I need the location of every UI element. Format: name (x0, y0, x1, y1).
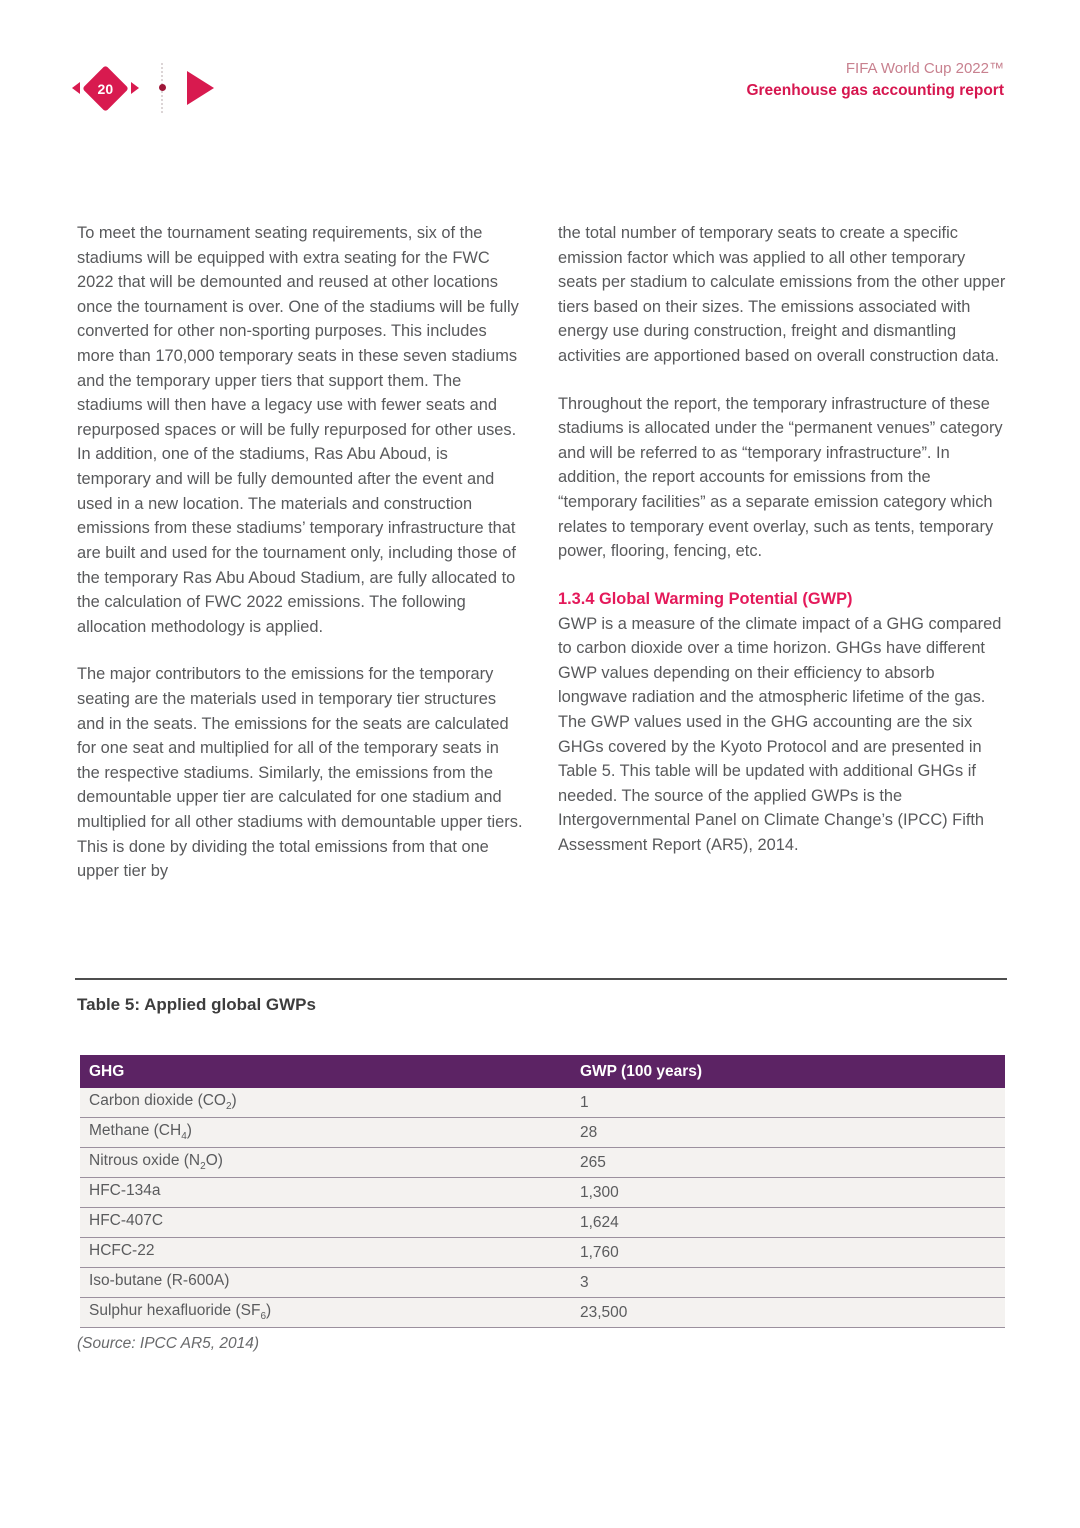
table-header-row (80, 1055, 1005, 1088)
page-number: 20 (97, 79, 114, 96)
divider-dot-icon (159, 84, 166, 91)
ghg-subscript: 2 (225, 1101, 232, 1113)
dotted-divider (161, 63, 165, 113)
ghg-cell (80, 1298, 571, 1328)
report-title: Greenhouse gas accounting report (746, 81, 1004, 99)
next-page-arrow-icon (131, 82, 139, 94)
ghg-name: HFC-134a (89, 1182, 161, 1200)
ghg-cell (80, 1208, 571, 1238)
report-brand (746, 60, 1004, 100)
body-columns (77, 221, 1007, 884)
ghg-name-post: ) (186, 1122, 192, 1140)
ghg-cell (80, 1148, 571, 1178)
ghg-cell (80, 1268, 571, 1298)
ghg-name: Carbon dioxide (CO (89, 1092, 226, 1110)
table-caption: Table 5: Applied global GWPs (77, 995, 316, 1014)
gwp-cell: 28 (571, 1118, 1005, 1148)
play-arrow-icon (187, 71, 214, 105)
paragraph: Throughout the report, the temporary infrastructure of these stadiums is allocated under the “permanent venues” category and will be referred to as “temporary infrastructure”. In addition, the report accounts for emissions from the “temporary facilities” as a separate emission category which relates to temporary event overlay, such as tents, temporary power, flooring, fencing, etc. (558, 394, 1003, 561)
ghg-cell (80, 1238, 571, 1268)
ghg-name: Methane (CH (89, 1122, 182, 1140)
prev-page-arrow-icon (72, 82, 80, 94)
section-divider-rule (75, 978, 1007, 980)
gwp-cell: 265 (571, 1148, 1005, 1178)
paragraph: the total number of temporary seats to create a specific emission factor which was applied to all other temporary seats per stadium to calculate emissions from the other upper tiers based on their sizes. The emissions associated with energy use during construction, freight and dismantling activities are apportioned based on overall construction data. (558, 224, 1006, 366)
gwp-cell: 3 (571, 1268, 1005, 1298)
column-header-ghg: GHG (80, 1055, 571, 1088)
gwp-cell: 1,760 (571, 1238, 1005, 1268)
ghg-cell (80, 1118, 571, 1148)
ghg-cell (80, 1088, 571, 1118)
ghg-subscript: 6 (260, 1311, 267, 1323)
table-row (80, 1118, 1005, 1148)
page-number-badge (82, 65, 129, 112)
brand-title: FIFA World Cup 2022™ (845, 60, 1004, 77)
section-heading: 1.3.4 Global Warming Potential (GWP) (558, 589, 853, 608)
table-row (80, 1298, 1005, 1328)
gwp-cell: 1,624 (571, 1208, 1005, 1238)
paragraph: The major contributors to the emissions for the temporary seating are the materials used in temporary tier structures and in the seats. The emissions for the seats are calculated for one seat and multiplied for all of the temporary seats in the respective stadiums. Similarly, the emissions from the demountable upper tier are calculated for one stadium and multiplied for all other stadiums with demountable upper tiers. This is done by dividing the total emissions from that one upper tier by (77, 665, 523, 881)
table-row (80, 1238, 1005, 1268)
ghg-cell (80, 1178, 571, 1208)
gwp-table (80, 1055, 1005, 1328)
ghg-name: Sulphur hexafluoride (SF (89, 1302, 261, 1320)
table-row (80, 1178, 1005, 1208)
ghg-name-post: ) (266, 1302, 272, 1320)
gwp-cell: 23,500 (571, 1298, 1005, 1328)
table-row (80, 1268, 1005, 1298)
ghg-name-post: ) (231, 1092, 237, 1110)
column-header-gwp: GWP (100 years) (571, 1055, 1005, 1088)
ghg-name: HCFC-22 (89, 1242, 155, 1260)
ghg-name-post: O) (205, 1152, 223, 1170)
ghg-subscript: 4 (181, 1131, 187, 1143)
table-row (80, 1148, 1005, 1178)
page-navigation (72, 62, 214, 114)
gwp-cell: 1 (571, 1088, 1005, 1118)
ghg-name: HFC-407C (89, 1212, 164, 1230)
table-row (80, 1208, 1005, 1238)
table-source-note: (Source: IPCC AR5, 2014) (77, 1335, 260, 1352)
right-column (558, 221, 1007, 884)
ghg-subscript: 2 (200, 1161, 206, 1173)
ghg-name: Iso-butane (R-600A) (89, 1272, 230, 1290)
left-column (77, 221, 526, 884)
gwp-cell: 1,300 (571, 1178, 1005, 1208)
ghg-name: Nitrous oxide (N (89, 1152, 201, 1170)
table-row (80, 1088, 1005, 1118)
paragraph: GWP is a measure of the climate impact of a GHG compared to carbon dioxide over a time horizon. GHGs have different GWP values depending on their efficiency to absorb longwave radiation and the atmospheric lifetime of the gas. The GWP values used in the GHG accounting are the six GHGs covered by the Kyoto Protocol and are presented in Table 5. This table will be updated with additional GHGs if needed. The source of the applied GWPs is the Intergovernmental Panel on Climate Change’s (IPCC) Fifth Assessment Report (AR5), 2014. (558, 614, 1002, 855)
paragraph: To meet the tournament seating requirements, six of the stadiums will be equipped with extra seating for the FWC 2022 that will be demounted and reused at other locations once the tournament is over. One of the stadiums will be fully converted for other non-sporting purposes. This includes more than 170,000 temporary seats in these seven stadiums and the temporary upper tiers that support them. The stadiums will then have a legacy use with fewer seats and repurposed spaces or will be fully repurposed for other uses. In addition, one of the stadiums, Ras Abu Aboud, is temporary and will be fully demounted after the event and used in a new location. The materials and construction emissions from these stadiums’ temporary infrastructure that are built and used for the tournament only, including those of the temporary Ras Abu Aboud Stadium, are fully allocated to the calculation of FWC 2022 emissions. The following allocation methodology is applied. (77, 224, 519, 636)
